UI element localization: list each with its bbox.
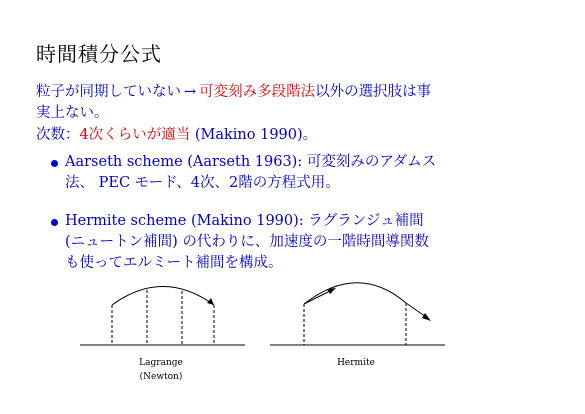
bullet-hermite-line1: Hermite scheme (Makino 1990): ラグランジュ補間 <box>65 213 424 229</box>
intro-text-a: 粒子が同期していない <box>36 84 181 100</box>
intro-highlight-method: 可変刻み多段階法 <box>199 84 316 100</box>
bullet-hermite-line3: も使ってエルミート補間を構成。 <box>65 255 283 271</box>
hermite-label: Hermite <box>337 358 375 368</box>
arrowhead-icon <box>327 288 336 294</box>
order-citation: (Makino 1990)。 <box>190 127 318 143</box>
lagrange-panel <box>80 287 245 383</box>
arrowhead-icon <box>422 313 431 321</box>
order-label: 次数： <box>36 127 80 143</box>
intro-line-2: 実上ない。 <box>36 105 109 121</box>
intro-text-b: 以外の選択肢は事 <box>315 84 432 100</box>
page-title: 時間積分公式 <box>36 42 162 66</box>
lagrange-curve <box>112 287 214 306</box>
bullet-aarseth-line1: Aarseth scheme (Aarseth 1963): 可変刻みのアダムス <box>65 154 437 170</box>
order-highlight: 4次くらいが適当 <box>79 127 191 143</box>
newton-label: (Newton) <box>139 372 183 382</box>
hermite-curve <box>304 283 406 304</box>
hermite-panel <box>270 283 445 368</box>
bullet-hermite-line2: (ニュートン補間) の代わりに、加速度の一階時間導関数 <box>65 234 429 250</box>
bullet-aarseth-line2: 法、 PEC モード、4次、2階の方程式用。 <box>65 175 340 191</box>
lagrange-label: Lagrange <box>139 358 183 368</box>
arrow-icon: → <box>184 84 197 100</box>
